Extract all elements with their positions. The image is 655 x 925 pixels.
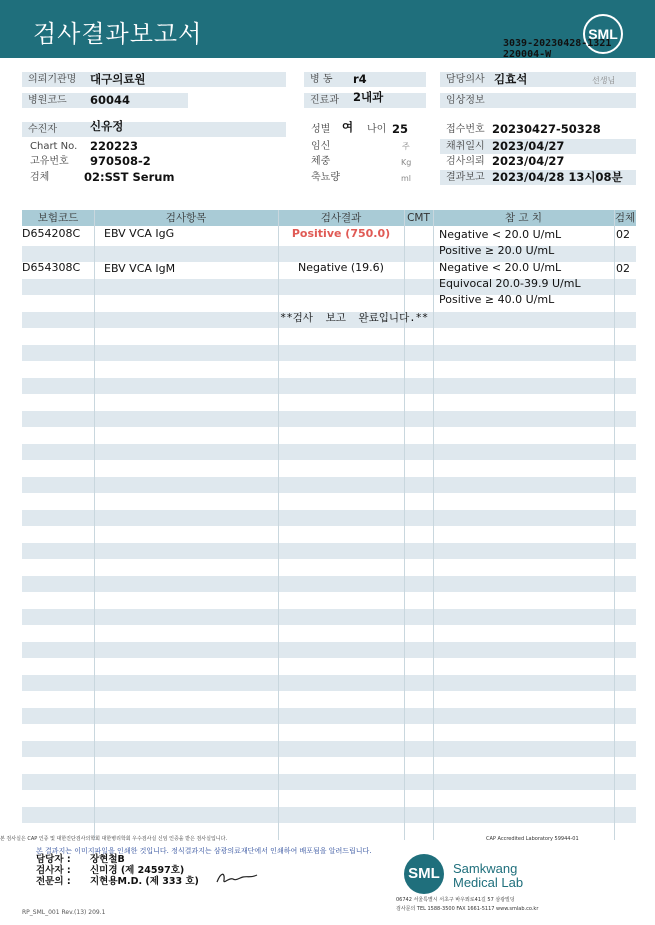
row-stripe [22, 510, 636, 526]
sml-footer-logo-icon: SML [404, 854, 444, 894]
row-stripe [22, 576, 636, 592]
row2-ref-2: Equivocal 20.0-39.9 U/mL [439, 277, 581, 290]
divider [433, 210, 434, 840]
sml-logo-icon: SML [583, 14, 623, 54]
row-stripe [22, 543, 636, 559]
pregnancy-label: 임신 [311, 141, 331, 152]
pregnancy-unit: 주 [402, 142, 410, 151]
specialist-label: 전문의 : [36, 876, 71, 887]
print-notice: 본 결과지는 이미지파일을 인쇄한 것입니다. 정식결과지는 삼광의료재단에서 인쇄하여 배포됨을 알려드립니다. [36, 847, 372, 855]
urine-unit: ml [401, 174, 412, 183]
urine-label: 축뇨량 [311, 172, 340, 183]
col-result: 검사결과 [320, 212, 362, 224]
report-date-value: 2023/04/28 13시08분 [492, 170, 623, 184]
row1-ref-2: Positive ≥ 20.0 U/mL [439, 244, 555, 257]
row-stripe [22, 378, 636, 394]
col-reference: 참 고 치 [504, 212, 543, 224]
person-label: 담당자 : [36, 854, 71, 865]
doctor-suffix: 선생님 [592, 76, 616, 85]
request-label: 검사의뢰 [446, 156, 485, 167]
receipt-label: 접수번호 [446, 124, 485, 135]
row-stripe [22, 411, 636, 427]
col-test-item: 검사항목 [165, 212, 207, 224]
specimen-label: 검체 [30, 172, 50, 183]
hospital-value: 대구의료원 [90, 72, 146, 86]
patient-value: 신유정 [90, 119, 124, 133]
specialist-value: 지현용M.D. (제 333 호) [90, 876, 199, 887]
results-table [22, 210, 636, 840]
row2-ref-3: Positive ≥ 40.0 U/mL [439, 293, 555, 306]
divider [94, 210, 95, 840]
signature-icon [215, 868, 259, 888]
row2-item: EBV VCA IgM [104, 262, 176, 275]
specimen-number: 3039-20230428-1321 220004-W [503, 38, 612, 60]
weight-label: 체중 [311, 156, 331, 167]
dept-value: 2내과 [353, 90, 384, 104]
patient-label: 수진자 [22, 122, 286, 137]
chart-value: 220223 [90, 139, 139, 153]
lab-name: Samkwang Medical Lab [453, 861, 524, 890]
table-header [22, 210, 636, 226]
row-stripe [22, 642, 636, 658]
uid-label: 고유번호 [30, 156, 69, 167]
collect-label: 채취일시 [440, 139, 636, 154]
row1-code: D654208C [22, 227, 81, 240]
report-title: 검사결과보고서 [33, 20, 203, 48]
weight-unit: Kg [401, 158, 412, 167]
divider [278, 210, 279, 840]
dept-label: 진료과 [304, 93, 426, 108]
row1-item: EBV VCA IgG [104, 227, 175, 240]
row-stripe [22, 477, 636, 493]
doctor-value: 김효석 [494, 72, 528, 86]
uid-value: 970508-2 [90, 154, 151, 168]
age-value: 25 [392, 122, 409, 136]
row1-result: Positive (750.0) [291, 227, 391, 240]
row-stripe [22, 444, 636, 460]
cap-text: CAP Accredited Laboratory 59944-01 [486, 836, 579, 842]
lab-phone: 검사문의 TEL 1588-3500 FAX 1661-5117 www.smlab.co.kr [396, 906, 539, 912]
certification-text: 본 검사실은 CAP 인증 및 대한진단검사의학회 대한병리학회 우수검사실 신임 인증을 받은 검사실입니다. [0, 836, 228, 842]
completion-message: **검사 보고 완료입니다.** [280, 312, 429, 324]
row2-result: Negative (19.6) [298, 261, 384, 274]
receipt-value: 20230427-50328 [492, 122, 601, 136]
row1-ref-1: Negative < 20.0 U/mL [439, 228, 562, 241]
tester-value: 신미경 (제 24597호) [90, 865, 185, 876]
age-label: 나이 [367, 124, 387, 135]
row-stripe [22, 609, 636, 625]
row1-specimen: 02 [616, 228, 630, 241]
row-stripe [22, 345, 636, 361]
clinical-label: 임상정보 [440, 93, 636, 108]
col-specimen: 검체 [614, 212, 636, 224]
row-stripe [22, 774, 636, 790]
chart-label: Chart No. [30, 141, 78, 152]
ward-label: 병 동 [304, 72, 426, 87]
row2-specimen: 02 [616, 262, 630, 275]
row-stripe [22, 807, 636, 823]
col-cmt: CMT [407, 212, 430, 224]
request-value: 2023/04/27 [492, 154, 565, 168]
person-value: 장현철B [90, 854, 125, 865]
row-stripe [22, 708, 636, 724]
divider [614, 210, 615, 840]
divider [404, 210, 405, 840]
tester-label: 검사자 : [36, 865, 71, 876]
specimen-value: 02:SST Serum [84, 170, 175, 184]
col-insurance-code: 보험코드 [37, 212, 79, 224]
hospital-label: 의뢰기관명 [22, 72, 286, 87]
row-stripe [22, 675, 636, 691]
row2-ref-1: Negative < 20.0 U/mL [439, 261, 562, 274]
lab-address: 06742 서울특별시 서초구 바우뫼로41길 57 삼광빌딩 [396, 897, 515, 903]
hospcode-value: 60044 [90, 93, 131, 107]
sex-value: 여 [342, 120, 354, 134]
sex-label: 성별 [311, 124, 331, 135]
ward-value: r4 [353, 72, 367, 86]
form-id: RP_SML_001 Rev.(13) 209.1 [22, 909, 106, 916]
row2-code: D654308C [22, 261, 81, 274]
collect-value: 2023/04/27 [492, 139, 565, 153]
row-stripe [22, 741, 636, 757]
report-date-label: 결과보고 [440, 170, 636, 185]
doctor-label: 담당의사 [440, 72, 636, 87]
hospcode-label: 병원코드 [22, 93, 188, 108]
